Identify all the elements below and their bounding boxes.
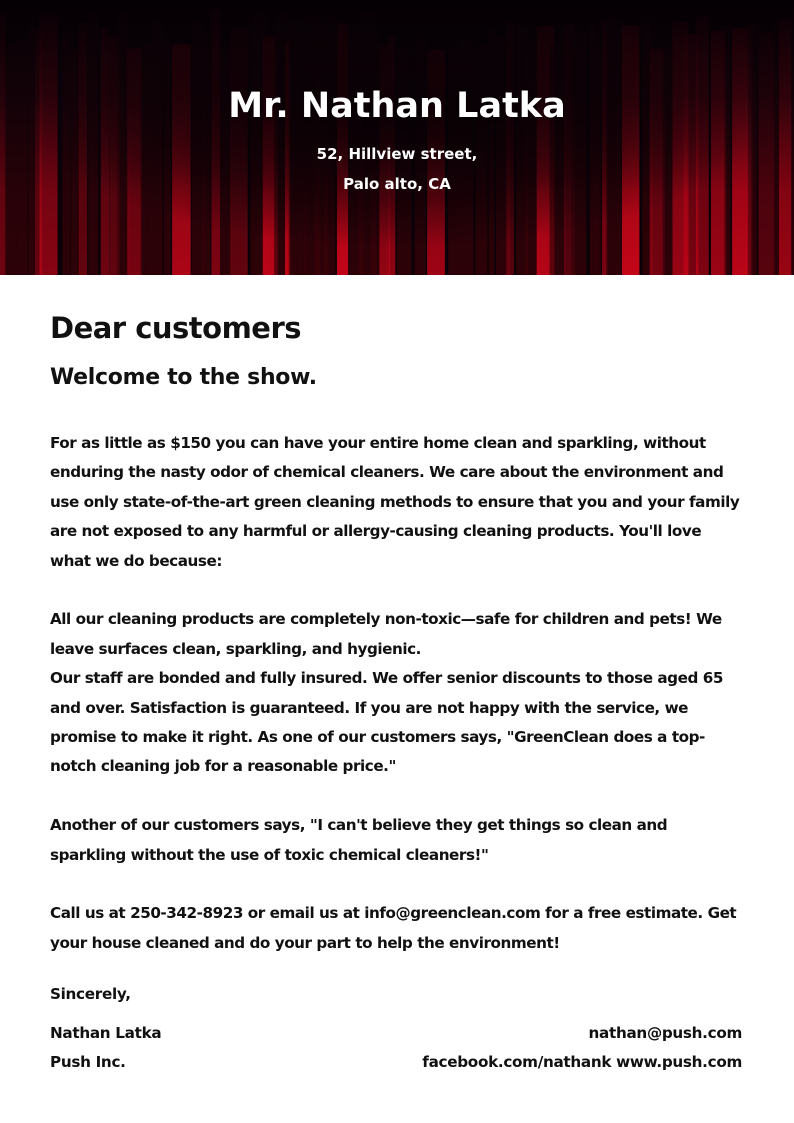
- signature-left: [50, 1019, 161, 1077]
- letter-closing: Sincerely,: [50, 985, 131, 1003]
- paragraph-intro: For as little as $150 you can have your entire home clean and sparkling, without enduring the nasty odor of chemical cleaners. We care about the environment and use only state-of-the-art green cleaning methods to ensure that you and your family are not exposed to any harmful or allergy-causing cleaning products. You'll love what we do because:: [50, 434, 740, 570]
- signature-right: [422, 1019, 742, 1077]
- sender-address-line2: Palo alto, CA: [343, 175, 451, 193]
- letter-body: [50, 305, 744, 958]
- letterhead-text: [0, 0, 794, 275]
- signature-company: Push Inc.: [50, 1053, 126, 1071]
- signature-email: nathan@push.com: [588, 1024, 742, 1042]
- letter-paragraphs: [50, 429, 744, 958]
- letterhead-banner: [0, 0, 794, 275]
- paragraph-products: All our cleaning products are completely non-toxic—safe for children and pets! We leave surfaces clean, sparkling, and hygienic.: [50, 610, 722, 658]
- sender-address-line1: 52, Hillview street,: [316, 145, 478, 163]
- paragraph-testimonial: Another of our customers says, "I can't believe they get things so clean and sparkling without the use of toxic chemical cleaners!": [50, 816, 668, 864]
- sender-name: Mr. Nathan Latka: [228, 86, 566, 126]
- paragraph-call-to-action: Call us at 250-342-8923 or email us at info@greenclean.com for a free estimate. Get your house cleaned and do your part to help the environment!: [50, 904, 737, 952]
- letter-subheading: Welcome to the show.: [50, 365, 317, 390]
- letter-greeting: Dear customers: [50, 311, 302, 345]
- paragraph-staff: Our staff are bonded and fully insured. We offer senior discounts to those aged 65 and over. Satisfaction is guaranteed. If you are not happy with the service, we promise to make it right. As one of our customers says, "GreenClean does a top-notch cleaning job for a reasonable price.": [50, 669, 723, 776]
- signature-name: Nathan Latka: [50, 1024, 162, 1042]
- signature-links: facebook.com/nathank www.push.com: [422, 1053, 742, 1071]
